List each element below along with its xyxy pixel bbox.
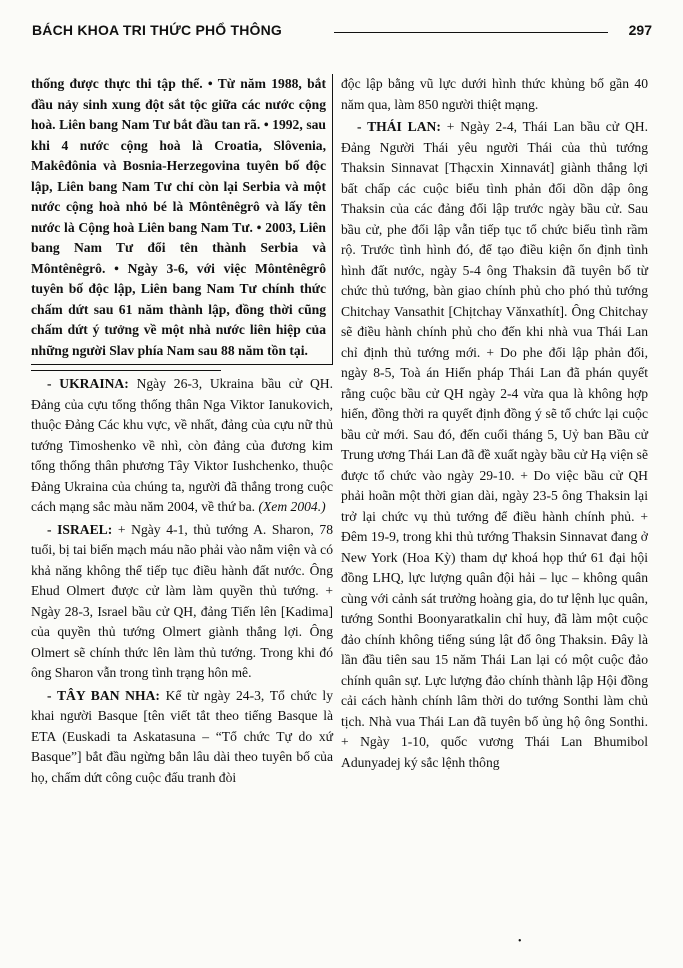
entry-text: Kể từ ngày 24-3, Tổ chức ly khai người Basque [tên viết tắt theo tiếng Basque là ETA (Euskadi ta Askatasuna – “Tổ chức Tự do xứ Basque”] bắt đầu ngừng bắn lâu dài theo tuyên bố của họ, chấm dứt công cuộc đấu tranh đòi (31, 687, 333, 785)
entry-text: + Ngày 2-4, Thái Lan bầu cử QH. Đảng Người Thái yêu người Thái của thủ tướng Thaksin Sinnavat [Thạcxin Xinnavát] giành thắng lợi bất chấp các cuộc biểu tình phản đối dồn dập ông Thaksin của các đảng đối lập trước ngày bầu cử. Sau bầu cử, phe đối lập vẫn tiếp tục tổ chức biểu tình rầm rộ. Trước tình hình đó, để tạo điều kiện ổn định tình hình đất nước, ngày 5-4 ông Thaksin đã tuyên bố từ chức thủ tướng, bàn giao chính phủ cho phó thủ tướng Chitchay Vansathit [Chịtchay Vănxathít]. Ông Chitchay sẽ điều hành chính phủ cho đến khi nhà vua Thái Lan chỉ định thủ tướng mới. + Do phe đối lập phản đối, ngày 8-5, Toà án Hiến pháp Thái Lan đã phán quyết rằng cuộc bầu cử QH ngày 2-4 vừa qua là không hợp hiến, đồng thời ra quyết định đồng ý sẽ tổ chức lại cuộc bầu cử mới. Sau đó, đến cuối tháng 5, Uỷ ban Bầu cử Trung ương Thái Lan đã đề xuất ngày bầu cử Hạ viện sẽ được tổ chức vào ngày 29-10. + Do việc bầu cử QH phải hoãn một thời gian dài, ngày 23-5 ông Thaksin lại trở lại chức vụ thủ tướng để điều hành chính phủ. + Đêm 19-9, trong khi thủ tướng Thaksin Sinnavat đang ở New York (Hoa Kỳ) tham dự khoá họp thứ 61 đại hội đồng LHQ, lực lượng quân đội hải – lục – không quân cùng với cảnh sát trưởng hoàng gia, do tư lệnh lục quân, tướng Sonthi Boonyaratkalin chỉ huy, đã làm một cuộc đảo chính không tiếng súng lật đổ ông Thaksin. Đây là lần đầu tiên sau 15 năm Thái Lan lại có một cuộc đảo chính quân sự. Lực lượng đảo chính thành lập Hội đồng cải cách hành chính lâm thời do tướng Sonthi làm chủ tịch. Nhà vua Thái Lan đã tuyên bố ủng hộ ông Sonthi. + Ngày 1-10, quốc vương Thái Lan Bhumibol Adunyadej ký sắc lệnh thông (341, 119, 648, 770)
right-column (341, 74, 648, 773)
entry-thai-lan (341, 117, 648, 773)
cross-reference: (Xem 2004.) (258, 499, 326, 514)
entry-heading: - TÂY BAN NHA: (47, 687, 160, 703)
running-title: BÁCH KHOA TRI THỨC PHỔ THÔNG (32, 22, 283, 38)
left-column (31, 74, 333, 788)
boxed-chronology (31, 74, 333, 365)
entry-israel (31, 520, 333, 684)
entry-heading: - THÁI LAN: (357, 119, 441, 134)
entry-heading: - UKRAINA: (47, 376, 129, 391)
entry-ukraina (31, 374, 333, 518)
continued-text: độc lập bằng vũ lực dưới hình thức khủng bố gần 40 năm qua, làm 850 người thiệt mạng. (341, 76, 648, 112)
section-divider (31, 370, 221, 371)
header-rule (334, 32, 608, 33)
boxed-text: thống được thực thi tập thể. • Từ năm 1988, bắt đầu nảy sinh xung đột sắt tộc giữa các nước cộng hoà. Liên bang Nam Tư bắt đầu tan rã. • 1992, sau khi 4 nước cộng hoà là Croatia, Slôvenia, Makêđônia và Bosnia-Herzegovina tuyên bố độc lập, Liên bang Nam Tư chỉ còn lại Serbia và một nước cộng hoà nhỏ bé là Môntênêgrô và lấy tên nước là Cộng hoà Liên bang Nam Tư. • 2003, Liên bang Nam Tư đổi tên thành Serbia và Môntênêgrô. • Ngày 3-6, với việc Môntênêgrô tuyên bố độc lập, Liên bang Nam Tư chính thức chấm dứt sau 61 năm thành lập, đồng thời cũng chấm dứt ý tưởng về một nhà nước liên hiệp của những người Slav phía Nam sau 88 năm tồn tại. (31, 76, 326, 358)
entry-text: Ngày 26-3, Ukraina bầu cử QH. Đảng của cựu tổng thống thân Nga Viktor Ianukovich, thuộc Đảng Các khu vực, về nhất, đảng của cựu nữ thủ tướng Timoshenko về nhì, còn đảng của đương kim tổng thống thân phương Tây Viktor Iushchenko, thuộc Đảng Ukraina của chúng ta, người đã thắng trong cuộc cách mạng sắc màu năm 2004, về thứ ba. (31, 376, 333, 514)
entry-heading: - ISRAEL: (47, 521, 113, 537)
page-number: 297 (628, 22, 652, 38)
print-mark: • (518, 936, 522, 947)
page-header (32, 22, 652, 42)
entry-tay-ban-nha (31, 686, 333, 789)
entry-text: + Ngày 4-1, thủ tướng A. Sharon, 78 tuổi, bị tai biến mạch máu não phải vào nằm viện và có khả năng không thể tiếp tục điều hành đất nước. Ông Ehud Olmert được cử làm làm quyền thủ tướng. + Ngày 28-3, Israel bầu cử QH, đảng Tiến lên [Kadima] của quyền thủ tướng Olmert giành thắng lợi. Ông Olmert sẽ chính thức lên làm thủ tướng. Trong khi đó ông Sharon vẫn trong tình trạng hôn mê. (31, 521, 333, 680)
